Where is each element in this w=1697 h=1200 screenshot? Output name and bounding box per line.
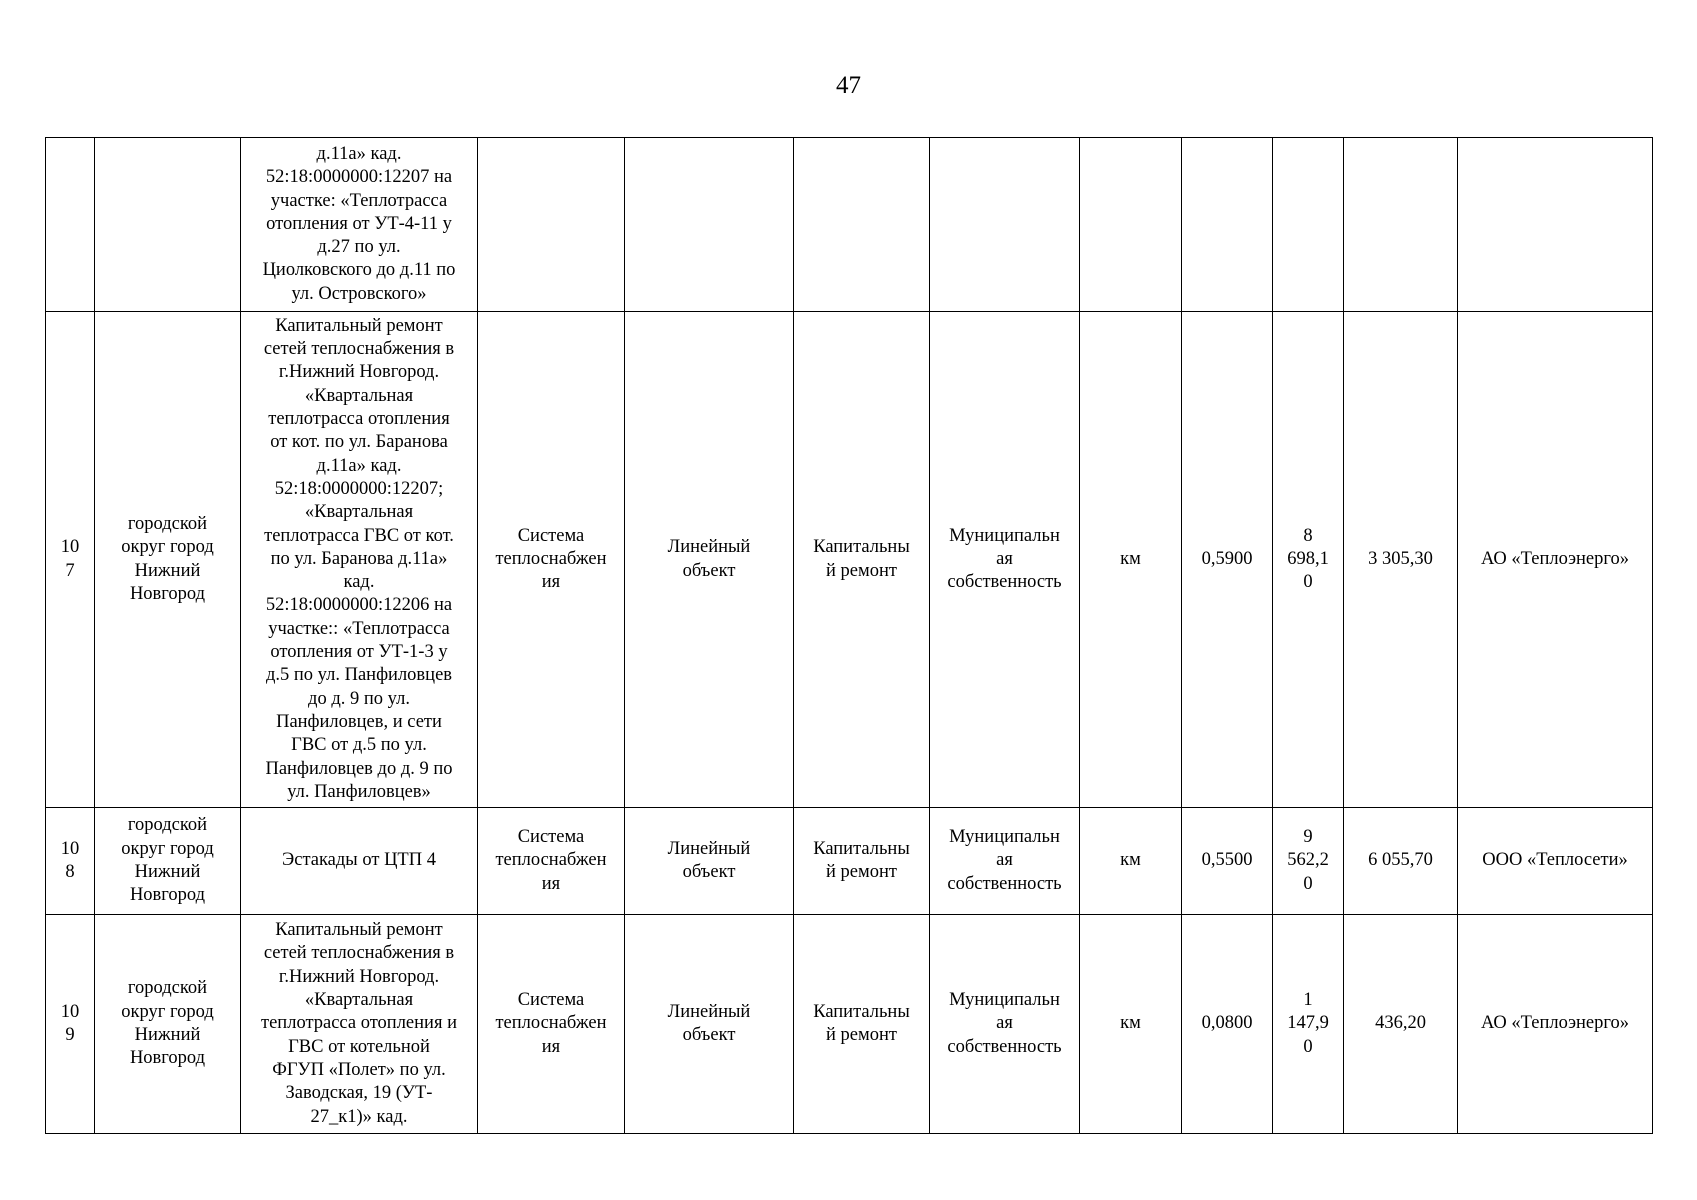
cost-value: 9 562,2 0 (1287, 827, 1329, 894)
row-number: 10 8 (60, 838, 80, 882)
cell-amount (1344, 138, 1458, 312)
cell-description (241, 138, 478, 312)
ownership-text: Муниципальн ая собственность (947, 827, 1062, 894)
organization-text: АО «Теплоэнерго» (1480, 1013, 1630, 1034)
system-text: Система теплоснабжен ия (495, 525, 607, 593)
cell-cost (1273, 312, 1344, 808)
table-row-109 (46, 915, 1653, 1134)
ownership-text: Муниципальн ая собственность (947, 525, 1062, 593)
cell-num (46, 808, 95, 915)
cell-description (241, 915, 478, 1134)
municipality-text: городской округ город Нижний Новгород (121, 978, 214, 1069)
row-number: 10 7 (60, 537, 80, 581)
cell-unit (1080, 138, 1182, 312)
cell-organization (1458, 808, 1653, 915)
table-row-108 (46, 808, 1653, 915)
cell-length (1182, 312, 1273, 808)
description-text: Капитальный ремонт сетей теплоснабжения в г.Нижний Новгород. «Квартальная теплотрасса отопления и ГВС от котельной ФГУП «Полет» по ул. Заводская, 19 (УТ- 27_к1)» кад. (261, 920, 457, 1127)
cell-num (46, 915, 95, 1134)
cell-system (478, 808, 625, 915)
organization-text: ООО «Теплосети» (1482, 850, 1628, 871)
data-table (45, 137, 1653, 1134)
cell-municipality (95, 138, 241, 312)
cell-system (478, 138, 625, 312)
cell-amount (1344, 808, 1458, 915)
cell-organization (1458, 138, 1653, 312)
object-type-text: Линейный объект (667, 1001, 751, 1045)
system-text: Система теплоснабжен ия (495, 990, 607, 1057)
cell-municipality (95, 312, 241, 808)
length-value: 0,5900 (1201, 548, 1253, 569)
cell-municipality (95, 915, 241, 1134)
cell-unit (1080, 312, 1182, 808)
cell-num (46, 138, 95, 312)
page-number: 47 (836, 72, 861, 99)
municipality-text: городской округ город Нижний Новгород (121, 513, 214, 604)
cell-unit (1080, 808, 1182, 915)
cell-description (241, 808, 478, 915)
cell-system (478, 312, 625, 808)
work-type-text: Капитальны й ремонт (813, 838, 910, 882)
cost-value: 8 698,1 0 (1287, 525, 1329, 593)
object-type-text: Линейный объект (667, 537, 751, 581)
municipality-text: городской округ город Нижний Новгород (121, 815, 214, 906)
cell-cost (1273, 808, 1344, 915)
cell-organization (1458, 312, 1653, 808)
cell-work-type (794, 312, 930, 808)
description-text: Эстакады от ЦТП 4 (282, 850, 436, 871)
cell-municipality (95, 808, 241, 915)
cell-object-type (625, 138, 794, 312)
cell-cost (1273, 138, 1344, 312)
cell-description (241, 312, 478, 808)
work-type-text: Капитальны й ремонт (813, 537, 910, 581)
description-text: Капитальный ремонт сетей теплоснабжения в г.Нижний Новгород. «Квартальная теплотрасса отопления от кот. по ул. Баранова д.11а» кад. 52:18:0000000:12207; «Квартальная теплотрасса ГВС от кот. по ул. Баранова д.11а» кад. 52:18:0000000:12206 на участке:: «Теплотрасса отопления от УТ-1-3 у д.5 по ул. Панфиловцев до д. 9 по ул. Панфиловцев, и сети ГВС от д.5 по ул. Панфиловцев до д. 9 по ул. Панфиловцев» (263, 315, 455, 802)
organization-text: АО «Теплоэнерго» (1480, 548, 1630, 569)
row-number: 10 9 (60, 1001, 80, 1045)
cell-num (46, 312, 95, 808)
unit-text: км (1120, 1013, 1141, 1034)
cell-ownership (930, 138, 1080, 312)
cell-object-type (625, 915, 794, 1134)
amount-value: 436,20 (1375, 1013, 1426, 1034)
cell-object-type (625, 808, 794, 915)
amount-value: 6 055,70 (1368, 850, 1433, 871)
cell-length (1182, 915, 1273, 1134)
cell-length (1182, 138, 1273, 312)
work-type-text: Капитальны й ремонт (813, 1001, 910, 1045)
object-type-text: Линейный объект (667, 838, 751, 882)
table-row-continuation (46, 138, 1653, 312)
cell-amount (1344, 915, 1458, 1134)
cell-system (478, 915, 625, 1134)
cell-ownership (930, 915, 1080, 1134)
length-value: 0,5500 (1201, 850, 1253, 871)
table-row-107 (46, 312, 1653, 808)
unit-text: км (1120, 850, 1141, 871)
cell-ownership (930, 808, 1080, 915)
cell-object-type (625, 312, 794, 808)
cell-ownership (930, 312, 1080, 808)
cell-work-type (794, 138, 930, 312)
length-value: 0,0800 (1201, 1013, 1253, 1034)
cell-length (1182, 808, 1273, 915)
cell-organization (1458, 915, 1653, 1134)
cell-cost (1273, 915, 1344, 1134)
cost-value: 1 147,9 0 (1287, 990, 1329, 1057)
system-text: Система теплоснабжен ия (495, 827, 607, 894)
cell-work-type (794, 808, 930, 915)
ownership-text: Муниципальн ая собственность (947, 990, 1062, 1057)
cell-unit (1080, 915, 1182, 1134)
amount-value: 3 305,30 (1368, 548, 1433, 569)
unit-text: км (1120, 548, 1141, 569)
cell-amount (1344, 312, 1458, 808)
description-text: д.11а» кад. 52:18:0000000:12207 на участке: «Теплотрасса отопления от УТ-4-11 у д.27 по ул. Циолковского до д.11 по ул. Островского» (262, 143, 456, 304)
cell-work-type (794, 915, 930, 1134)
